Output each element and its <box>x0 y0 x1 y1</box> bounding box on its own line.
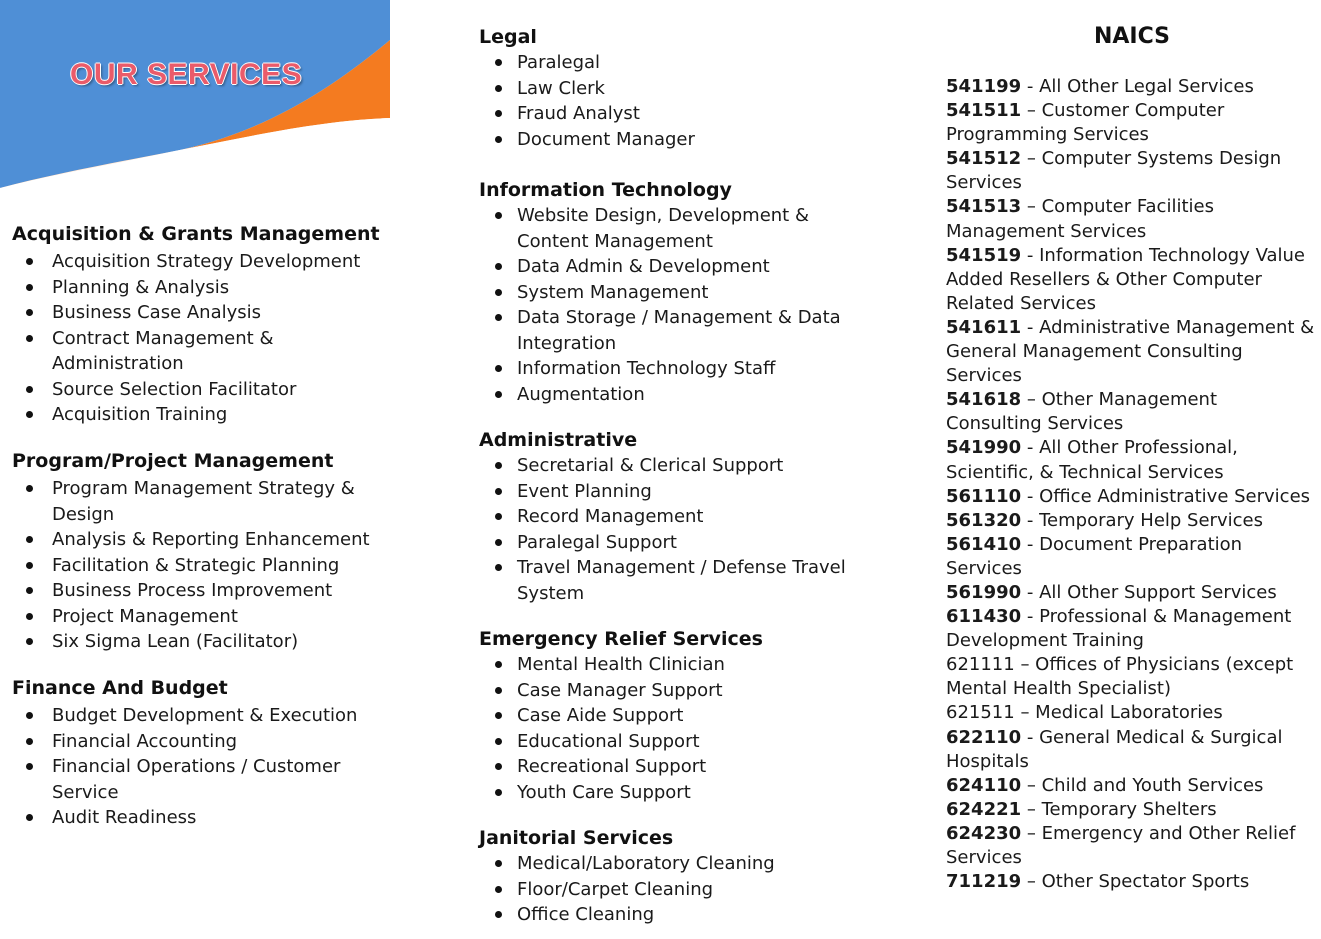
list-item: Office Cleaning <box>479 902 775 928</box>
naics-entry: 541519 - Information Technology Value Added Resellers & Other Computer Related Services <box>946 244 1306 314</box>
list-item: System Management <box>479 280 867 306</box>
list-item: Business Case Analysis <box>12 300 380 326</box>
section-heading: Legal <box>479 26 537 48</box>
naics-entry: 622110 - General Medical & Surgical Hospitals <box>946 726 1283 772</box>
list-item: Data Admin & Development <box>479 254 867 280</box>
list-item: Case Manager Support <box>479 678 763 704</box>
naics-entry: 541513 – Computer Facilities Management Services <box>946 196 1214 242</box>
bullet-icon <box>495 314 502 321</box>
list-item: Information Technology Staff <box>479 356 867 382</box>
list-item: Event Planning <box>479 479 887 505</box>
section-heading: Finance And Budget <box>12 677 228 699</box>
bullet-icon <box>495 860 502 867</box>
naics-entry: 541990 - All Other Professional, Scientific, & Technical Services <box>946 437 1238 483</box>
list-item: Augmentation <box>479 382 867 408</box>
service-list <box>12 249 380 428</box>
bullet-icon <box>495 564 502 571</box>
bullet-icon <box>26 814 33 821</box>
bullet-icon <box>495 488 502 495</box>
naics-entry: 561990 - All Other Support Services <box>946 581 1277 603</box>
section-emergency-relief <box>479 626 763 805</box>
list-item: Business Process Improvement <box>12 578 382 604</box>
bullet-icon <box>26 763 33 770</box>
section-heading: Emergency Relief Services <box>479 628 763 650</box>
service-list <box>479 203 867 407</box>
bullet-icon <box>26 587 33 594</box>
naics-entry: 624221 – Temporary Shelters <box>946 798 1217 820</box>
bullet-icon <box>495 911 502 918</box>
list-item: Recreational Support <box>479 754 763 780</box>
list-item: Financial Accounting <box>12 729 382 755</box>
list-item: Budget Development & Execution <box>12 703 382 729</box>
bullet-icon <box>495 886 502 893</box>
banner-title: OUR SERVICES <box>70 58 303 91</box>
list-item: Acquisition Training <box>12 402 380 428</box>
bullet-icon <box>495 687 502 694</box>
section-heading: Information Technology <box>479 179 732 201</box>
bullet-icon <box>495 661 502 668</box>
naics-entry: 624230 – Emergency and Other Relief Services <box>946 822 1296 868</box>
bullet-icon <box>26 411 33 418</box>
service-list <box>479 453 887 606</box>
list-item: Case Aide Support <box>479 703 763 729</box>
bullet-icon <box>26 638 33 645</box>
bullet-icon <box>495 391 502 398</box>
naics-entry: 561320 - Temporary Help Services <box>946 509 1263 531</box>
bullet-icon <box>495 513 502 520</box>
bullet-icon <box>26 335 33 342</box>
list-item: Paralegal <box>479 50 695 76</box>
section-heading: Administrative <box>479 429 638 451</box>
section-information-technology <box>479 177 867 407</box>
list-item: Youth Care Support <box>479 780 763 806</box>
bullet-icon <box>26 712 33 719</box>
bullet-icon <box>26 738 33 745</box>
list-item: Source Selection Facilitator <box>12 377 380 403</box>
bullet-icon <box>495 59 502 66</box>
bullet-icon <box>495 462 502 469</box>
section-legal <box>479 24 695 152</box>
section-heading: Janitorial Services <box>479 827 674 849</box>
naics-entry: 561110 - Office Administrative Services <box>946 485 1311 507</box>
naics-entry: 541511 – Customer Computer Programming Services <box>946 100 1225 146</box>
list-item: Contract Management & Administration <box>12 326 302 377</box>
list-item: Travel Management / Defense Travel System <box>479 555 887 606</box>
bullet-icon <box>26 613 33 620</box>
naics-list <box>946 75 1318 894</box>
bullet-icon <box>26 562 33 569</box>
list-item: Document Manager <box>479 127 695 153</box>
naics-entry: 541618 – Other Management Consulting Services <box>946 389 1218 435</box>
list-item: Fraud Analyst <box>479 101 695 127</box>
banner-graphic <box>0 0 390 190</box>
service-list <box>479 652 763 805</box>
bullet-icon <box>495 263 502 270</box>
list-item: Analysis & Reporting Enhancement <box>12 527 382 553</box>
list-item: Program Management Strategy & Design <box>12 476 382 527</box>
service-list <box>12 476 382 655</box>
section-heading: Program/Project Management <box>12 450 334 472</box>
bullet-icon <box>495 763 502 770</box>
section-finance <box>12 675 382 831</box>
naics-entry: 611430 - Professional & Management Development Training <box>946 606 1292 652</box>
bullet-icon <box>495 712 502 719</box>
naics-entry: 711219 – Other Spectator Sports <box>946 871 1250 893</box>
bullet-icon <box>26 309 33 316</box>
list-item: Paralegal Support <box>479 530 887 556</box>
bullet-icon <box>495 85 502 92</box>
section-administrative <box>479 427 887 606</box>
bullet-icon <box>26 386 33 393</box>
bullet-icon <box>495 789 502 796</box>
list-item: Financial Operations / Customer Service <box>12 754 382 805</box>
naics-entry: 621511 – Medical Laboratories <box>946 702 1223 724</box>
section-program-management <box>12 448 382 655</box>
bullet-icon <box>495 136 502 143</box>
service-list <box>479 851 775 928</box>
bullet-icon <box>495 539 502 546</box>
list-item: Secretarial & Clerical Support <box>479 453 887 479</box>
section-heading: Acquisition & Grants Management <box>12 223 380 245</box>
list-item: Acquisition Strategy Development <box>12 249 380 275</box>
list-item: Educational Support <box>479 729 763 755</box>
section-acquisition <box>12 221 380 428</box>
naics-entry: 624110 – Child and Youth Services <box>946 774 1264 796</box>
list-item: Record Management <box>479 504 887 530</box>
bullet-icon <box>26 536 33 543</box>
bullet-icon <box>26 485 33 492</box>
bullet-icon <box>495 365 502 372</box>
list-item: Project Management <box>12 604 382 630</box>
service-list <box>479 50 695 152</box>
section-janitorial <box>479 825 775 928</box>
list-item: Mental Health Clinician <box>479 652 763 678</box>
list-item: Floor/Carpet Cleaning <box>479 877 775 903</box>
naics-entry: 541199 - All Other Legal Services <box>946 76 1254 97</box>
list-item: Medical/Laboratory Cleaning <box>479 851 775 877</box>
bullet-icon <box>495 738 502 745</box>
bullet-icon <box>26 258 33 265</box>
bullet-icon <box>26 284 33 291</box>
list-item: Facilitation & Strategic Planning <box>12 553 382 579</box>
service-list <box>12 703 382 831</box>
list-item: Six Sigma Lean (Facilitator) <box>12 629 382 655</box>
bullet-icon <box>495 289 502 296</box>
list-item: Website Design, Development & Content Management <box>479 203 847 254</box>
list-item: Planning & Analysis <box>12 275 380 301</box>
services-banner <box>0 0 390 190</box>
naics-entry: 541611 - Administrative Management & General Management Consulting Services <box>946 316 1315 387</box>
list-item: Law Clerk <box>479 76 695 102</box>
naics-entry: 541512 – Computer Systems Design Services <box>946 148 1282 194</box>
naics-entry: 621111 – Offices of Physicians (except Mental Health Specialist) <box>946 654 1294 700</box>
list-item: Data Storage / Management & Data Integration <box>479 305 867 356</box>
bullet-icon <box>495 110 502 117</box>
bullet-icon <box>495 212 502 219</box>
naics-title: NAICS <box>1093 24 1171 49</box>
list-item: Audit Readiness <box>12 805 382 831</box>
naics-entry: 561410 - Document Preparation Services <box>946 533 1243 579</box>
